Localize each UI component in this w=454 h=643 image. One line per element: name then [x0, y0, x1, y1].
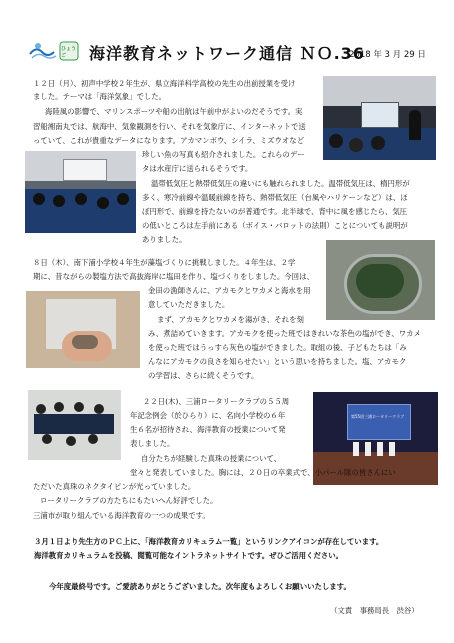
sec3-line: 堂々と発表していました。胸には、２０日の卒業式で、小パール隊の皆さんにい [130, 468, 396, 477]
sec3-line: 自分たちが経験した真珠の授業について、 [141, 454, 282, 463]
photo-classroom-screen [323, 76, 436, 160]
issue-date: 2018 年 3 月 29 日 [349, 50, 426, 60]
sec1-line: 温帯低気圧と熱帯低気圧の違いにも触れられました。温帯低気圧は、楕円形が [151, 179, 410, 188]
sec1-line: の低いところは左手前にある（ボイス・バロットの法則）ことについても説明が [142, 221, 408, 230]
sec1-line: タは水産庁に送られるそうです。 [142, 164, 253, 173]
sec1-line: ありました。 [142, 235, 187, 244]
sec2-line: まず、アカモクとワカメを湯がき、それを刻 [157, 315, 304, 324]
sec3-line: ただいた真珠のネクタイピンが光っていました。 [33, 482, 196, 491]
logo-text: ひょうご [61, 46, 77, 59]
sec1-line: 海陸風の影響で、マリンスポーツや船の出航は午前中がよいのだそうです。実 [45, 107, 303, 116]
page-title: 海洋教育ネットワーク通信 ＮＯ.36 [89, 44, 365, 63]
sec3-line: ロータリークラブの方たちにもたいへん好評でした。 [40, 496, 218, 505]
sec3-line: 三浦市が取り組んでいる海洋教育の一つの成果です。 [33, 511, 210, 520]
sec3-line: 生６名が招待され、海洋教育の授業について発 [130, 425, 286, 434]
sec1-line: ぼ円形で、前線を持たないのが普通です。北半球で、背中に風を感じたら、気圧 [142, 207, 408, 216]
sec2-line: 期に、昔ながらの製塩方法で高抜海岸に塩田を作り、塩づくりをしました。今回は、 [33, 272, 314, 281]
logo [28, 40, 80, 62]
photo-seaweed-pot [326, 240, 435, 320]
notice-line: ３月１日より先生方のＰＣ上に、「海洋教育カリキュラム一覧」というリンクアイコンが存在しています。 [34, 537, 384, 546]
sec2-line: 意していただきました。 [148, 300, 230, 309]
sec3-line: ２２日(木)、三浦ロータリークラブの５５周 [143, 397, 290, 406]
notice-line: 海洋教育カリキュラムを投稿、閲覧可能なイントラネットサイトです。ぜひご活用ください。 [34, 551, 344, 560]
sec2-line: ８日（木）、南下浦小学校４年生が藻塩づくりに挑戦しました。４年生は、２学 [33, 258, 296, 267]
photo-students-class [25, 151, 136, 233]
sec2-line: の学習は、さらに続くそうです。 [148, 371, 259, 380]
photo-salt-hand [26, 291, 140, 368]
sec2-line: を使った班ではうっすら灰色の塩ができました。取組の後、子どもたちは「み [148, 343, 407, 352]
sec1-line: っていて、これが貴重なデータになります。アカマンボウ、シイラ、ミズウオなど [33, 136, 305, 145]
sec2-line: 金田の漁師さんに、アカモクとワカメと海水を用 [148, 286, 311, 295]
stage-banner-text: 第55回三浦ロータリークラブ [351, 414, 405, 419]
sec1-line: 習船湘南丸では、航海中、気象観測を行い、それを気象庁に、インターネットで送 [33, 122, 306, 131]
sec2-line: み、煮詰めていきます。アカモクを使った班ではきれいな茶色の塩ができ、ワカメ [148, 329, 421, 338]
sec1-line: １２日（月）、初声中学校２年生が、県立海洋科学高校の先生の出前授業を受け [33, 79, 296, 88]
sec3-line: 年記念例会（於ひらり）に、名向小学校の６年 [130, 411, 286, 420]
sec1-line: ました。テーマは「海洋気象」でした。 [33, 92, 167, 101]
sec1-line: 珍しい魚の写真も紹介されました。これらのデー [142, 150, 305, 159]
sec1-line: 多く、寒冷前線や温暖前線を持ち、熱帯低気圧（台風やハリケーンなど）は、ほ [142, 193, 408, 202]
signature: （文責 事務局長 渋谷） [330, 606, 419, 615]
sec3-line: 表しました。 [130, 439, 175, 448]
closing-message: 今年度最終号です。ご愛読ありがとうございました。次年度もよろしくお願いいたします。 [49, 582, 351, 591]
photo-students-group [28, 390, 121, 460]
sec2-line: んなにアカモクの良さを知らせたい」という思いを持ちました。塩、アカモク [148, 357, 407, 366]
